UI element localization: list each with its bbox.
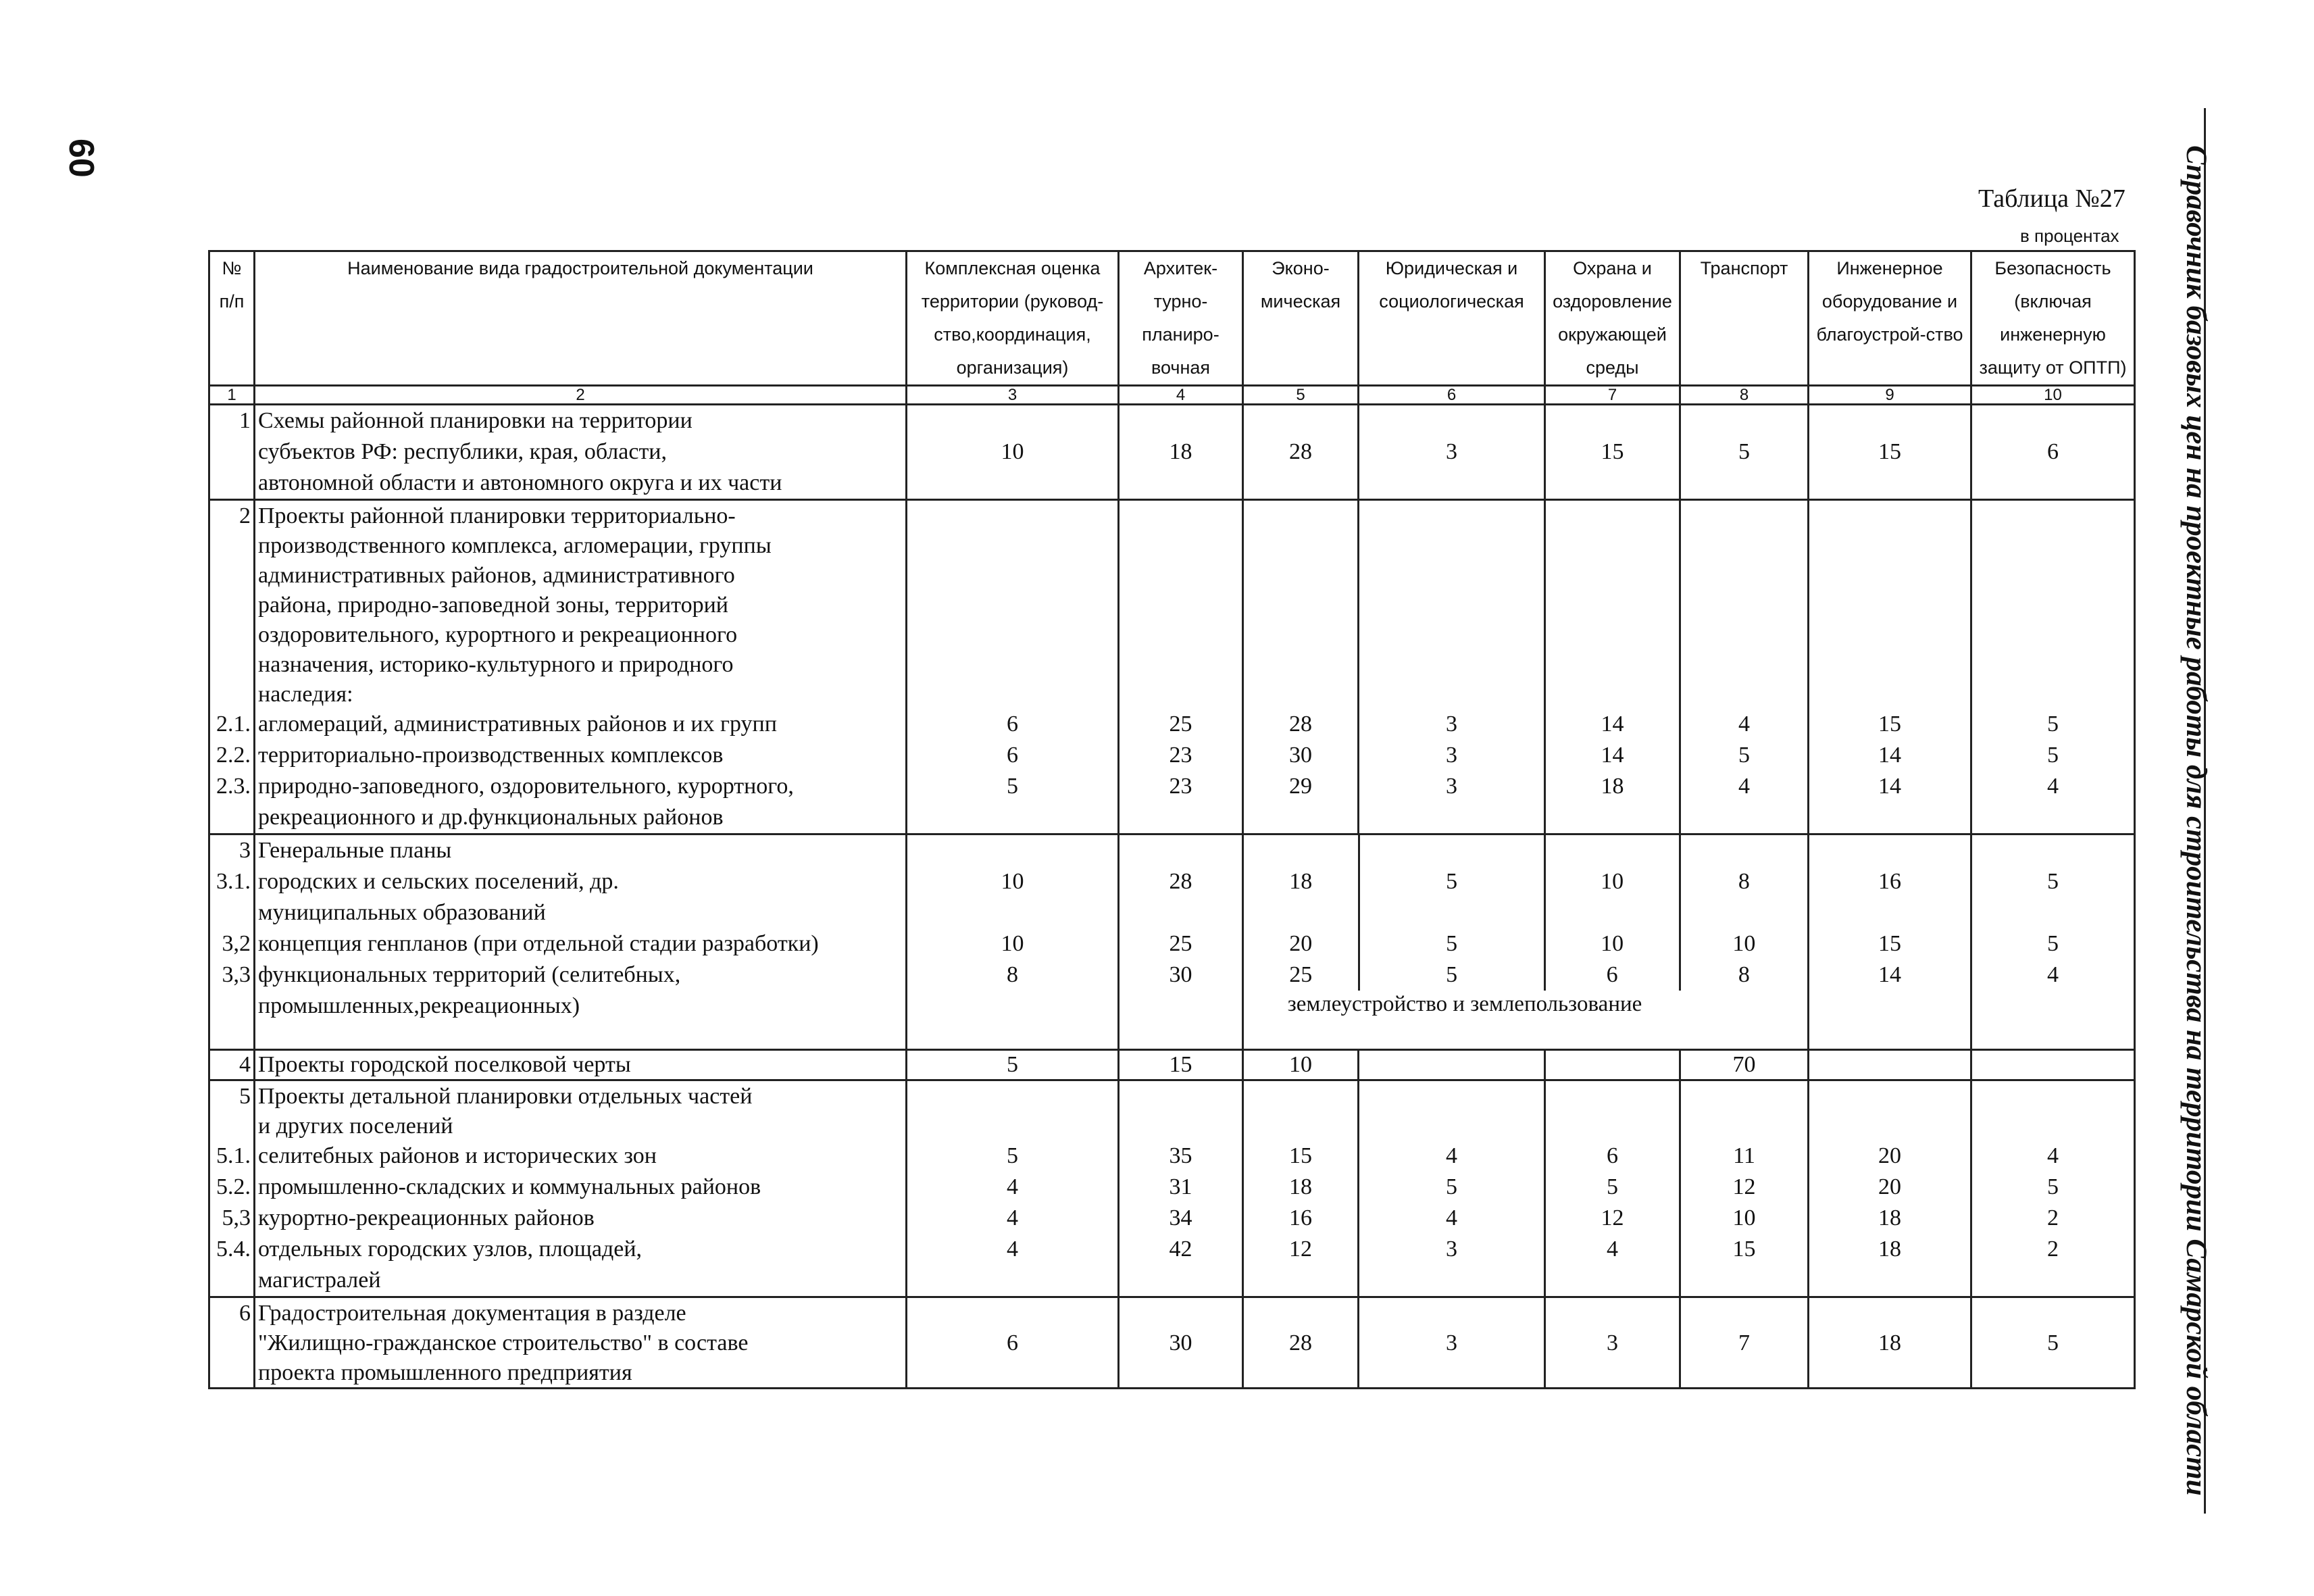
price-table bbox=[208, 250, 2136, 1389]
cell-value: 6 bbox=[907, 1297, 1119, 1389]
cell-value: 25 23 23 bbox=[1119, 500, 1243, 834]
side-title: Справочник базовых цен на проектные работы для строительства на территории Самарской области bbox=[2180, 145, 2212, 1496]
cell-value: 5 bbox=[907, 1050, 1119, 1080]
cell-value: 4 5 4 3 bbox=[1359, 1080, 1545, 1297]
cell-value: 5 4 4 4 bbox=[907, 1080, 1119, 1297]
cell-value: 70 bbox=[1680, 1050, 1809, 1080]
table-row bbox=[209, 1297, 2135, 1389]
cell-value: 18 20 25 bbox=[1289, 869, 1313, 987]
cell-value: 5 5 5 bbox=[1358, 835, 1544, 991]
cell-value: 28 bbox=[1243, 1297, 1359, 1389]
cell-value: 5 bbox=[1971, 1297, 2135, 1389]
cell-value: 35 31 34 42 bbox=[1119, 1080, 1243, 1297]
row-number: 4 bbox=[209, 1050, 255, 1080]
row-number: 6 bbox=[209, 1297, 255, 1389]
row-name: Генеральные планы городских и сельских поселений, др. муниципальных образований концепция генпланов (при отдельной стадии разработки) функциональных территорий (селитебных, промышленных,рекреационных) bbox=[255, 834, 907, 1050]
row-number: 5 5.1. 5.2. 5,3 5.4. bbox=[209, 1080, 255, 1297]
side-title-wrap bbox=[2165, 145, 2213, 1497]
units-label: в процентах bbox=[2020, 226, 2119, 246]
cell-value: 18 bbox=[1809, 1297, 1971, 1389]
cell-value: 20 20 18 18 bbox=[1809, 1080, 1971, 1297]
table-row bbox=[209, 1050, 2135, 1080]
cell-value: 3 3 3 bbox=[1359, 500, 1545, 834]
column-numbers-row bbox=[209, 386, 2135, 405]
table-row bbox=[209, 500, 2135, 834]
cell-value: 30 bbox=[1119, 1297, 1243, 1389]
row-number: 3 3.1. 3,2 3,3 bbox=[209, 834, 255, 1050]
colnum: 8 bbox=[1680, 386, 1809, 405]
row-number: 1 bbox=[209, 405, 255, 500]
cell-value: 15 bbox=[1545, 405, 1680, 500]
cell-value: 6 5 12 4 bbox=[1545, 1080, 1680, 1297]
cell-value: 11 12 10 15 bbox=[1680, 1080, 1809, 1297]
colnum: 2 bbox=[255, 386, 907, 405]
table-row bbox=[209, 405, 2135, 500]
cell-value: 7 bbox=[1680, 1297, 1809, 1389]
cell-value: 6 bbox=[1971, 405, 2135, 500]
page-number: 60 bbox=[61, 139, 101, 178]
cell-value: 28 bbox=[1243, 405, 1359, 500]
header-arch: Архитек-турно-планиро-вочная bbox=[1119, 251, 1243, 386]
row-name: Градостроительная документация в разделе "Жилищно-гражданское строительство" в составе проекта промышленного предприятия bbox=[255, 1297, 907, 1389]
header-safety: Безопасность (включая инженерную защиту от ОПТП) bbox=[1971, 251, 2135, 386]
header-row bbox=[209, 251, 2135, 386]
cell-value: 28 30 29 bbox=[1243, 500, 1359, 834]
header-num: № п/п bbox=[209, 251, 255, 386]
cell-value: 15 bbox=[1119, 1050, 1243, 1080]
colnum: 9 bbox=[1809, 386, 1971, 405]
cell-value: 14 14 18 bbox=[1545, 500, 1680, 834]
cell-value bbox=[1971, 1050, 2135, 1080]
cell-value: 10 10 6 bbox=[1544, 835, 1679, 991]
header-legal: Юридическая и социологическая bbox=[1359, 251, 1545, 386]
table-title: Таблица №27 bbox=[1978, 184, 2126, 213]
cell-value: 5 5 4 bbox=[1971, 500, 2135, 834]
colnum: 4 bbox=[1119, 386, 1243, 405]
cell-value: 15 14 14 bbox=[1809, 500, 1971, 834]
cell-value: 4 5 4 bbox=[1680, 500, 1809, 834]
colnum: 10 bbox=[1971, 386, 2135, 405]
cell-value: 18 bbox=[1119, 405, 1243, 500]
row-name: Проекты районной планировки территориально- производственного комплекса, агломерации, группы административных районов, административного района, природно-заповедной зоны, территорий оздоровительного, курортного и рекреационного назначения, историко-культурного и природного наследия: агломераций, административных районов и их групп территориально-производственных комплексов природно-заповедного, оздоровительного, курортного, рекреационного и др.функциональных районов bbox=[255, 500, 907, 834]
table-row bbox=[209, 1080, 2135, 1297]
cell-value: 3 bbox=[1359, 405, 1545, 500]
cell-value: 6 6 5 bbox=[907, 500, 1119, 834]
cell-value: 10 bbox=[1243, 1050, 1359, 1080]
header-name: Наименование вида градостроительной документации bbox=[255, 251, 907, 386]
cell-value: 4 5 2 2 bbox=[1971, 1080, 2135, 1297]
cell-value: 15 bbox=[1809, 405, 1971, 500]
table-row bbox=[209, 834, 2135, 1050]
colnum: 7 bbox=[1545, 386, 1680, 405]
cell-value bbox=[1359, 1050, 1545, 1080]
colnum: 6 bbox=[1359, 386, 1545, 405]
cell-value: 3 bbox=[1545, 1297, 1680, 1389]
header-engineering: Инженерное оборудование и благоустрой-ство bbox=[1809, 251, 1971, 386]
header-environment: Охрана и оздоровление окружающей среды bbox=[1545, 251, 1680, 386]
header-complex: Комплексная оценка территории (руковод-ство,координация, организация) bbox=[907, 251, 1119, 386]
colnum: 3 bbox=[907, 386, 1119, 405]
row-name: Проекты детальной планировки отдельных частей и других поселений селитебных районов и исторических зон промышленно-складских и коммунальных районов курортно-рекреационных районов отдельных городских узлов, площадей, магистралей bbox=[255, 1080, 907, 1297]
cell-value: 3 bbox=[1359, 1297, 1545, 1389]
header-transport: Транспорт bbox=[1680, 251, 1809, 386]
cell-value: 5 5 4 bbox=[1971, 834, 2135, 1050]
cell-value bbox=[1809, 1050, 1971, 1080]
cell-value: 16 15 14 bbox=[1809, 834, 1971, 1050]
cell-value: 10 10 8 bbox=[907, 834, 1119, 1050]
cell-value: 28 25 30 bbox=[1119, 834, 1243, 1050]
cell-value: 10 bbox=[907, 405, 1119, 500]
cell-value: 8 10 8 bbox=[1679, 835, 1807, 991]
note-text: землеустройство и землепользование bbox=[1287, 992, 1642, 1016]
cell-value bbox=[1545, 1050, 1680, 1080]
cell-value: 15 18 16 12 bbox=[1243, 1080, 1359, 1297]
row-name: Схемы районной планировки на территории субъектов РФ: республики, края, области, автономной области и автономного округа и их части bbox=[255, 405, 907, 500]
header-econ: Эконо-мическая bbox=[1243, 251, 1359, 386]
row-number: 2 2.1. 2.2. 2.3. bbox=[209, 500, 255, 834]
colnum: 1 bbox=[209, 386, 255, 405]
row-name: Проекты городской поселковой черты bbox=[255, 1050, 907, 1080]
cell-value: 5 bbox=[1680, 405, 1809, 500]
merged-cell bbox=[1243, 834, 1809, 1050]
colnum: 5 bbox=[1243, 386, 1359, 405]
